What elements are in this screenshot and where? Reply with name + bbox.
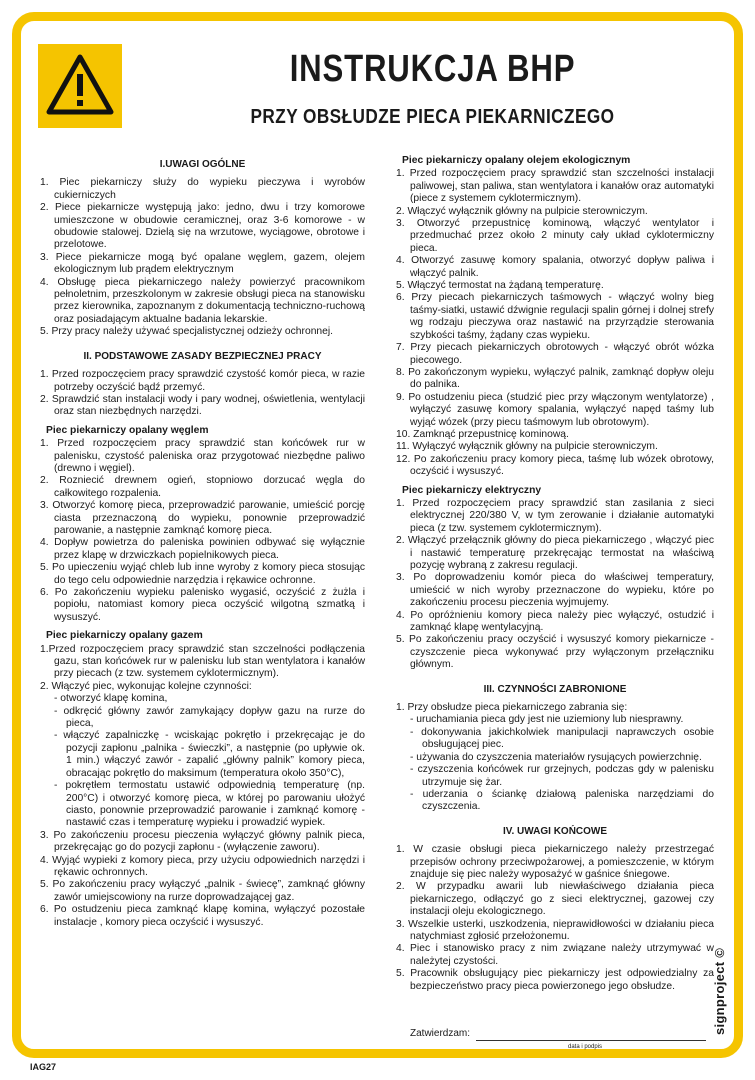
coal-list <box>40 438 365 624</box>
list-item: 1. Piec piekarniczy służy do wypieku pieczywa i wyrobów cukierniczych <box>40 177 365 201</box>
list-item: - uruchamiania pieca gdy jest nie uziemiony lub niesprawny. <box>410 714 684 726</box>
list-item: 3. Otworzyć przepustnicę kominową, włączyć wentylator i przedmuchać przez około 2 minuty cały układ cyklotermiczny pieca. <box>396 218 714 254</box>
list-item: 1. Przed rozpoczęciem pracy sprawdzić czystość komór pieca, w razie potrzeby oczyścić bądź przemyć. <box>40 369 365 393</box>
list-item: 5. Po upieczeniu wyjąć chleb lub inne wyroby z komory pieca stosując do tego celu odpowiednie narzędzia i rękawice ochronne. <box>40 562 365 586</box>
list-item: 5. Włączyć termostat na żądaną temperaturę. <box>396 280 604 292</box>
list-item: 2. W przypadku awarii lub niewłaściwego działania pieca piekarniczego, odłączyć go z sieci elektrycznej, gazowej czy instalacji oleju ekologicznego. <box>396 881 714 918</box>
list-item: 3. Otworzyć komorę pieca, przeprowadzić parowanie, umieścić porcję ciasta przeznaczoną do wypieku, ponownie przeprowadzić parowanie, a następnie zamknąć komorę pieca. <box>40 500 365 536</box>
list-item: 10. Zamknąć przepustnicę kominową. <box>396 428 569 440</box>
list-item: 6. Przy piecach piekarniczych taśmowych - włączyć wolny bieg taśmy-siatki, ustawić dźwignie regulacji spalin górnej i dolnej strefy wg rodzaju pieczywa oraz nastawić na przyrządzie sterowania szybkości taśmy, żądany czas wypieku. <box>396 292 714 341</box>
right-column <box>396 155 714 993</box>
warning-triangle-icon <box>46 54 114 116</box>
list-item: 4. Wyjąć wypieki z komory pieca, przy użyciu odpowiednich narzędzi i rękawic ochronnych. <box>40 854 365 878</box>
list-item: 11. Wyłączyć wyłącznik główny na pulpicie sterowniczym. <box>396 441 658 453</box>
brand-mark: signproject © <box>712 947 727 1035</box>
list-item: 3. Wszelkie usterki, uszkodzenia, nieprawidłowości w działaniu pieca natychmiast zgłosić przełożonemu. <box>396 918 714 942</box>
list-item: 5. Po zakończeniu pracy oczyścić i wysuszyć komory piekarnicze - czyszczenie pieca wykonywać przy wyłączonym przełączniku głównym. <box>396 634 714 671</box>
list-item: 2. Włączyć piec, wykonując kolejne czynności: <box>40 680 252 692</box>
list-item: 4. Obsługę pieca piekarniczego należy powierzyć pracownikom pełnoletnim, przeszkolonym w zakresie obsługi pieca na stanowisku przez kierownika, zapoznanym z dokumentacją techniczno-ruchową oraz posiadającym aktualne badania lekarskie. <box>40 276 365 325</box>
subsection-title-coal: Piec piekarniczy opalany węglem <box>46 424 209 436</box>
list-item: 1. Przed rozpoczęciem pracy sprawdzić stan szczelności instalacji paliwowej, stan paliwa, stan wentylatora i kanałów oraz automatyki (piece z systemem cyklotermicznym). <box>396 168 714 205</box>
general-list <box>40 177 365 338</box>
list-item: - odkręcić główny zawór zamykający dopływ gazu na rurze do pieca, <box>54 705 365 730</box>
list-item: 2. Włączyć wyłącznik główny na pulpicie sterowniczym. <box>396 205 648 217</box>
page-subtitle: PRZY OBSŁUDZE PIECA PIEKARNICZEGO <box>250 106 615 128</box>
list-item: 9. Po ostudzeniu pieca (studzić piec przy włączonym wentylatorze) , wyłączyć zasuwę komory spalania, wyłączyć napęd taśmy lub wyjąć wózek (przy piecu taśmowym lub obrotowym). <box>396 391 714 428</box>
list-item: 3. Po zakończeniu procesu pieczenia wyłączyć główny palnik pieca, przekręcając go do pozycji zapłonu - (wyłączenie zaworu). <box>40 829 365 854</box>
list-item: 7. Przy piecach piekarniczych obrotowych - włączyć obrót wózka piecowego. <box>396 342 714 366</box>
electric-list <box>396 498 714 672</box>
gas-rest-list <box>40 830 365 929</box>
list-item: 4. Otworzyć zasuwę komory spalania, otworzyć dopływ paliwa i włączyć palnik. <box>396 255 714 279</box>
list-item: 2. Włączyć przełącznik główny do pieca piekarniczego , włączyć piec i nastawić temperaturę przekręcając termostat na właściwą pozycję wybraną z zakresu regulacji. <box>396 535 714 571</box>
list-item: 2. Rozniecić drewnem ogień, stopniowo dorzucać węgla do całkowitego rozpalenia. <box>40 475 365 499</box>
list-item: 3. Piece piekarnicze mogą być opalane węglem, gazem, olejem ekologicznym lub prądem elektrycznym <box>40 251 365 276</box>
subsection-title-electric: Piec piekarniczy elektryczny <box>402 484 542 496</box>
subsection-title-gas: Piec piekarniczy opalany gazem <box>46 630 203 642</box>
signature-caption: data i podpis <box>568 1044 603 1050</box>
list-item: 1.Przed rozpoczęciem pracy sprawdzić stan szczelności podłączenia gazu, stan końcówek rur w palenisku lub stan wentylatora i kanałów przy piecach (z tzw. systemem cyklotermicznym). <box>40 643 365 680</box>
gas-steps-list <box>54 693 365 829</box>
warning-badge <box>38 44 122 128</box>
list-item: 4. Piec i stanowisko pracy z nim związane należy utrzymywać w należytej czystości. <box>396 943 714 967</box>
list-item: 1. Przy obsłudze pieca piekarniczego zabrania się: <box>396 702 628 714</box>
list-item: 6. Po ostudzeniu pieca zamknąć klapę komina, wyłączyć pozostałe instalacje , komory pieca oczyścić i wysuszyć. <box>40 904 365 928</box>
list-item: 1. Przed rozpoczęciem pracy sprawdzić stan końcówek rur w palenisku, czystość paleniska oraz przygotować niezbędne paliwo (drewno i węgiel). <box>40 438 365 474</box>
page-title: INSTRUKCJA BHP <box>289 48 576 90</box>
final-list <box>396 844 714 993</box>
left-column <box>40 155 365 929</box>
list-item: 1. Przed rozpoczęciem pracy sprawdzić stan zasilania z sieci elektrycznej 220/380 V, w tym zerowanie i działanie automatyki pieca (z tzw. systemem cyklotermicznym). <box>396 497 714 534</box>
list-item: 12. Po zakończeniu pracy komory pieca, taśmę lub wózek obrotowy, oczyścić i wysuszyć. <box>396 453 714 478</box>
list-item: 5. Po zakończeniu pracy wyłączyć „palnik - świecę”, zamknąć główny zawór umiejscowiony na rurze doprowadzającej gaz. <box>40 879 365 903</box>
list-item: - otworzyć klapę komina, <box>54 693 168 705</box>
section-title-basic-rules: II. PODSTAWOWE ZASADY BEZPIECZNEJ PRACY <box>83 350 322 362</box>
forbidden-items-list <box>410 714 714 813</box>
list-item: - włączyć zapalniczkę - wciskając pokrętło i przekręcając je do pozycji zapłonu „palnika - świeczki”, a następnie (po upływie ok. 1 min.) włączyć zawór - zapalić „główny palnik” komory pieca, obracając pokrętło do maksimum (temperatura około 350°C), <box>54 730 365 779</box>
list-item: - uderzania o ściankę działową paleniska narzędziami do czyszczenia. <box>410 788 714 813</box>
list-item: 4. Dopływ powietrza do paleniska powinien odbywać się wyłącznie przez klapę w drzwiczkach popielnikowych pieca. <box>40 537 365 561</box>
sign-code: IAG27 <box>30 1062 57 1072</box>
list-item: 8. Po zakończonym wypieku, wyłączyć palnik, zamknąć dopływ oleju do palnika. <box>396 366 714 391</box>
list-item: 2. Piece piekarnicze występują jako: jedno, dwu i trzy komorowe umieszczone w obudowie ceramicznej, oraz 3-6 komorowe - w obudowie stalowej. Dzielą się na wrzutowe, wyciągowe, obrotowe i przelotowe. <box>40 202 365 251</box>
list-item: 6. Po zakończeniu wypieku palenisko wygasić, oczyścić z żużla i popiołu, natomiast komory pieca oczyścić wilgotną szmatką i wysuszyć. <box>40 587 365 623</box>
section-title-final: IV. UWAGI KOŃCOWE <box>502 825 608 837</box>
list-item: 4. Po opróżnieniu komory pieca należy piec wyłączyć, ostudzić i zamknąć klapę wentylacyjną. <box>396 609 714 634</box>
list-item: - czyszczenia końcówek rur grzejnych, podczas gdy w palenisku utrzymuje się żar. <box>410 764 714 788</box>
oil-list <box>396 168 714 478</box>
list-item: 5. Przy pracy należy używać specjalistycznej odzieży ochronnej. <box>40 326 334 338</box>
list-item: - pokrętłem termostatu ustawić odpowiednią temperaturę (np. 200°C) i otworzyć komorę pieca, w której po parowaniu ułożyć ciasto, ponownie przeprowadzić parowanie i zamknąć komorę - nastawić czas i temperaturę wypieku i prowadzić wypiek. <box>54 780 365 829</box>
list-item: 3. Po doprowadzeniu komór pieca do właściwej temperatury, umieścić w nich wyroby przeznaczone do wypieku, które po zakończeniu procesu pieczenia wyjmujemy. <box>396 572 714 609</box>
list-item: - dokonywania jakichkolwiek manipulacji naprawczych osobie obsługującej piec. <box>410 726 714 751</box>
list-item: 2. Sprawdzić stan instalacji wody i pary wodnej, oświetlenia, wentylacji oraz stan niezbędnych narzędzi. <box>40 393 365 418</box>
gas-list <box>40 644 365 694</box>
section-title-forbidden: III. CZYNNOŚCI ZABRONIONE <box>483 683 627 695</box>
list-item: 1. W czasie obsługi pieca piekarniczego należy przestrzegać przepisów ochrony przeciwpożarowej, a pomieszczenie, w którym znajduje się piec należy wyposażyć w gaśnice śniegowe. <box>396 844 714 880</box>
section-title-general: I.UWAGI OGÓLNE <box>159 159 246 170</box>
signature-line <box>476 1040 706 1041</box>
forbidden-list <box>396 702 714 714</box>
list-item: - używania do czyszczenia materiałów rysujących powierzchnię. <box>410 751 702 763</box>
list-item: 5. Pracownik obsługujący piec piekarniczy jest odpowiedzialny za bezpieczeństwo pracy pieca powierzonego jego obsłudze. <box>396 968 714 992</box>
approve-label: Zatwierdzam: <box>410 1028 471 1039</box>
subsection-title-oil: Piec piekarniczy opalany olejem ekologicznym <box>402 155 631 166</box>
basic-rules-list <box>40 369 365 419</box>
